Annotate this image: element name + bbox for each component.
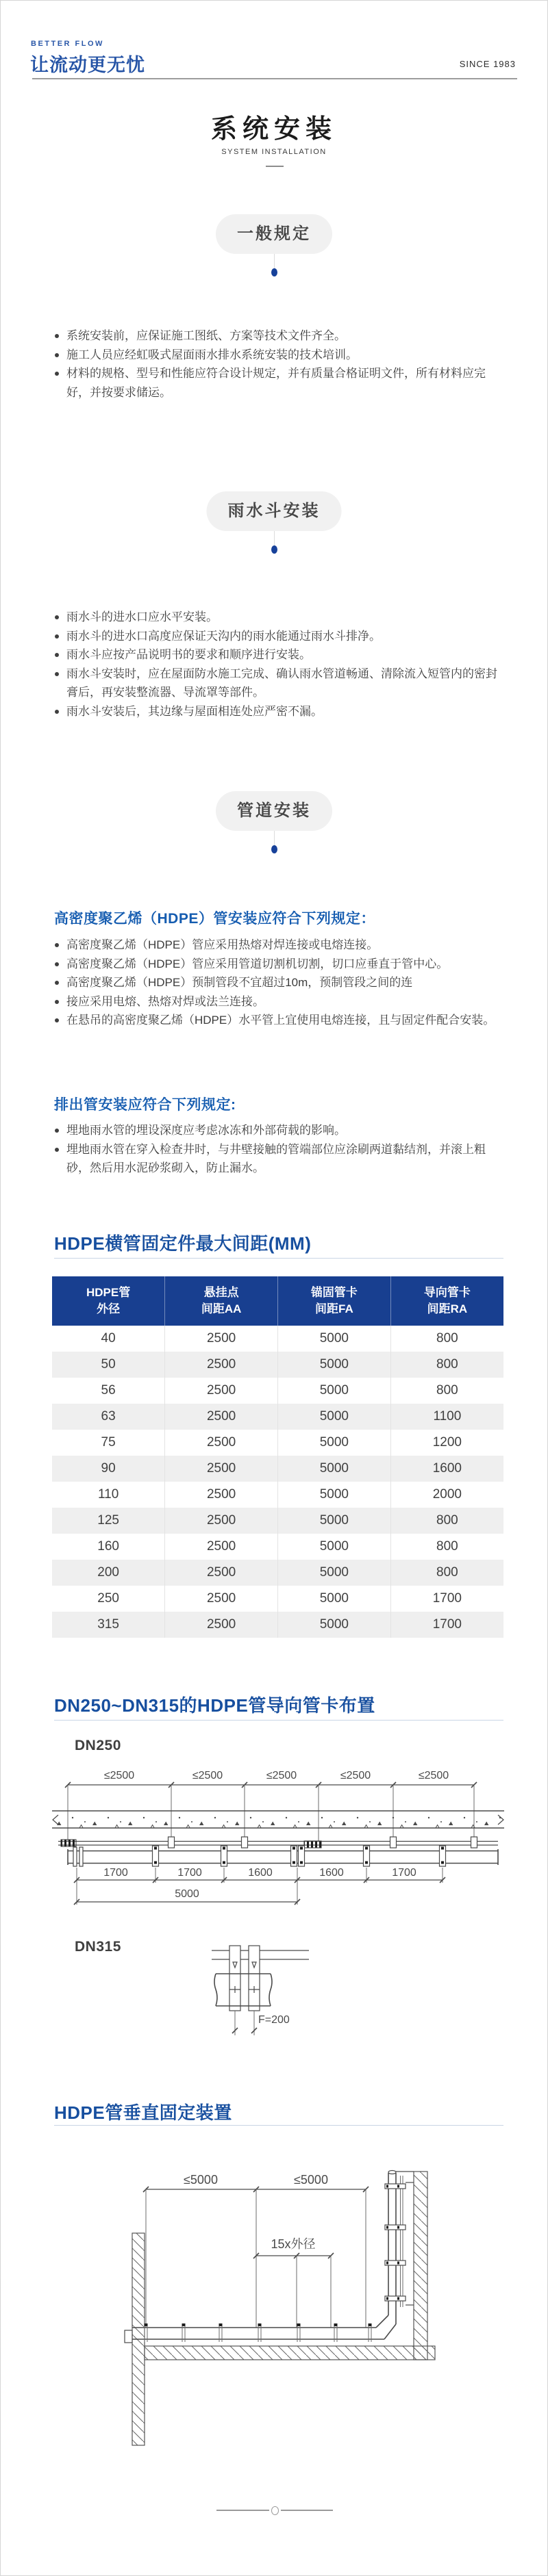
page-title: 系统安装 [210,115,337,144]
table-cell: 5000 [278,1534,391,1560]
heading-underline [54,2125,503,2126]
page-subtitle: SYSTEM INSTALLATION [221,148,327,156]
table-cell: 1600 [390,1456,503,1482]
dn315-diagram [206,1943,316,2042]
table-cell: 5000 [278,1560,391,1586]
table-cell: 2500 [165,1482,278,1508]
table-cell: 1100 [390,1404,503,1430]
heading-underline [54,1720,503,1721]
table-cell: 1200 [390,1430,503,1456]
table-cell: 5000 [278,1612,391,1638]
table-cell: 2000 [390,1482,503,1508]
bullet-item: 高密度聚乙烯（HDPE）管应采用管道切割机切割，切口应垂直于管中心。 [53,955,500,974]
dim-label: ≤5000 [294,2173,328,2187]
dn250-diagram [52,1760,504,1917]
dim-label: F=200 [258,2014,290,2026]
bullet-item: 雨水斗应按产品说明书的要求和顺序进行安装。 [53,645,500,665]
table-row [52,1352,503,1378]
table-cell: 315 [97,1617,119,1632]
table-cell: 56 [101,1383,116,1398]
connector-dot [271,845,277,853]
table-cell: 250 [97,1591,119,1606]
bullet-item: 在悬吊的高密度聚乙烯（HDPE）水平管上宜使用电熔连接，且与固定件配合安装。 [53,1011,500,1030]
section-pill-general: 一般规定 [216,214,332,254]
table-row [52,1430,503,1456]
connector-line [274,254,275,268]
table-cell: 800 [390,1326,503,1352]
bullet-item: 材料的规格、型号和性能应符合设计规定，并有质量合格证明文件，所有材料应完好，并按要求储运。 [53,364,500,402]
dim-label: 1700 [103,1867,128,1879]
table-cell: 2500 [165,1326,278,1352]
dim-label: 1600 [248,1867,273,1879]
table-cell: 2500 [165,1534,278,1560]
bullet-item: 埋地雨水管的埋设深度应考虑冰冻和外部荷载的影响。 [53,1121,500,1140]
dim-label: ≤2500 [192,1770,223,1781]
footer-divider [216,2506,333,2515]
table-cell: 1700 [390,1586,503,1612]
table-cell: 800 [390,1352,503,1378]
heading-underline [54,1258,503,1259]
table-row [52,1534,503,1560]
outlet-install-heading: 排出管安装应符合下列规定: [54,1097,236,1113]
hdpe-bullet-list [53,936,500,1030]
table-cell: 40 [101,1331,116,1345]
table-cell: 2500 [165,1378,278,1404]
table-header-cell: HDPE管 外径 [52,1276,165,1326]
bullet-item: 高密度聚乙烯（HDPE）管应采用热熔对焊连接或电熔连接。 [53,936,500,955]
dim-label: 1700 [392,1867,416,1879]
table-cell: 2500 [165,1586,278,1612]
dim-label: ≤2500 [103,1770,135,1781]
table-row [52,1378,503,1404]
bullet-item: 系统安装前，应保证施工图纸、方案等技术文件齐全。 [53,326,500,346]
dim-label: 5000 [175,1888,199,1900]
connector-dot [271,268,277,276]
table-cell: 2500 [165,1508,278,1534]
table-cell: 125 [97,1513,119,1528]
dn315-label: DN315 [75,1939,121,1955]
dim-label: 1700 [177,1867,202,1879]
table-cell: 5000 [278,1508,391,1534]
table-cell: 110 [97,1487,119,1502]
spacing-table-body [52,1326,503,1638]
dim-label: 15x外径 [271,2237,316,2251]
table-row [52,1612,503,1638]
connector-dot [271,545,277,554]
dim-label: 1600 [319,1867,344,1879]
bullet-item: 雨水斗安装后，其边缘与屋面相连处应严密不漏。 [53,702,500,721]
bullet-item: 埋地雨水管在穿入检查井时，与井壁接触的管端部位应涂刷两道黏结剂，并滚上粗砂，然后用水泥砂浆砌入，防止漏水。 [53,1140,500,1178]
table-row [52,1560,503,1586]
table-cell: 5000 [278,1352,391,1378]
table-cell: 5000 [278,1482,391,1508]
dim-label: ≤5000 [184,2173,218,2187]
table-cell: 2500 [165,1352,278,1378]
bullet-item: 雨水斗的进水口应水平安装。 [53,608,500,627]
table-cell: 5000 [278,1586,391,1612]
table-cell: 5000 [278,1378,391,1404]
table-cell: 75 [101,1435,116,1450]
hdpe-install-heading: 高密度聚乙烯（HDPE）管安装应符合下列规定： [54,911,375,927]
footer-line [281,2510,334,2511]
table-cell: 5000 [278,1456,391,1482]
brand-logo: 让流动更无忧 [30,55,145,75]
table-cell: 50 [101,1357,116,1371]
dim-label: ≤2500 [418,1770,449,1781]
since-label: SINCE 1983 [459,59,516,69]
table-cell: 63 [101,1409,116,1424]
spacing-table-heading: HDPE横管固定件最大间距(MM) [54,1233,312,1254]
table-row [52,1508,503,1534]
table-header-cell: 锚固管卡 间距FA [278,1276,391,1326]
dn250-label: DN250 [75,1738,121,1753]
table-cell: 800 [390,1508,503,1534]
table-cell: 5000 [278,1430,391,1456]
vertical-fix-diagram [124,2163,439,2451]
bullet-item: 高密度聚乙烯（HDPE）预制管段不宜超过10m，预制管段之间的连 [53,973,500,992]
section-pill-rain-hopper: 雨水斗安装 [207,491,342,531]
dim-label: ≤2500 [266,1770,297,1781]
table-cell: 200 [97,1565,119,1580]
table-row [52,1482,503,1508]
bullet-item: 接应采用电熔、热熔对焊或法兰连接。 [53,992,500,1012]
table-cell: 160 [97,1539,119,1554]
title-dash [266,166,284,167]
table-cell: 2500 [165,1612,278,1638]
table-header-cell: 导向管卡 间距RA [390,1276,503,1326]
dim-label: ≤2500 [340,1770,371,1781]
bullet-item: 雨水斗的进水口高度应保证天沟内的雨水能通过雨水斗排净。 [53,627,500,646]
connector-line [274,831,275,845]
connector-line [274,531,275,545]
footer-circle-icon [271,2506,279,2515]
table-cell: 2500 [165,1430,278,1456]
table-cell: 800 [390,1378,503,1404]
footer-line [216,2510,269,2511]
outlet-bullet-list [53,1121,500,1178]
table-row [52,1404,503,1430]
table-row [52,1456,503,1482]
guide-layout-heading: DN250~DN315的HDPE管导向管卡布置 [54,1695,375,1716]
table-header-cell: 悬挂点 间距AA [165,1276,278,1326]
table-cell: 2500 [165,1404,278,1430]
table-cell: 800 [390,1534,503,1560]
table-cell: 5000 [278,1404,391,1430]
table-row [52,1326,503,1352]
table-cell: 1700 [390,1612,503,1638]
table-cell: 5000 [278,1326,391,1352]
table-cell: 800 [390,1560,503,1586]
table-cell: 2500 [165,1456,278,1482]
header-divider [32,78,517,79]
vertical-fix-heading: HDPE管垂直固定装置 [54,2102,232,2123]
bullet-item: 雨水斗安装时，应在屋面防水施工完成、确认雨水管道畅通、清除流入短管内的密封膏后，再安装整流器、导流罩等部件。 [53,665,500,702]
section-pill-pipeline: 管道安装 [216,791,332,831]
table-cell: 90 [101,1461,116,1476]
general-bullet-list [53,326,500,402]
brand-tagline: BETTER FLOW [31,40,104,48]
spacing-table [52,1276,503,1638]
spacing-table-head [52,1276,503,1326]
rain-hopper-bullet-list [53,608,500,721]
table-cell: 2500 [165,1560,278,1586]
table-row [52,1586,503,1612]
bullet-item: 施工人员应经虹吸式屋面雨水排水系统安装的技术培训。 [53,346,500,365]
